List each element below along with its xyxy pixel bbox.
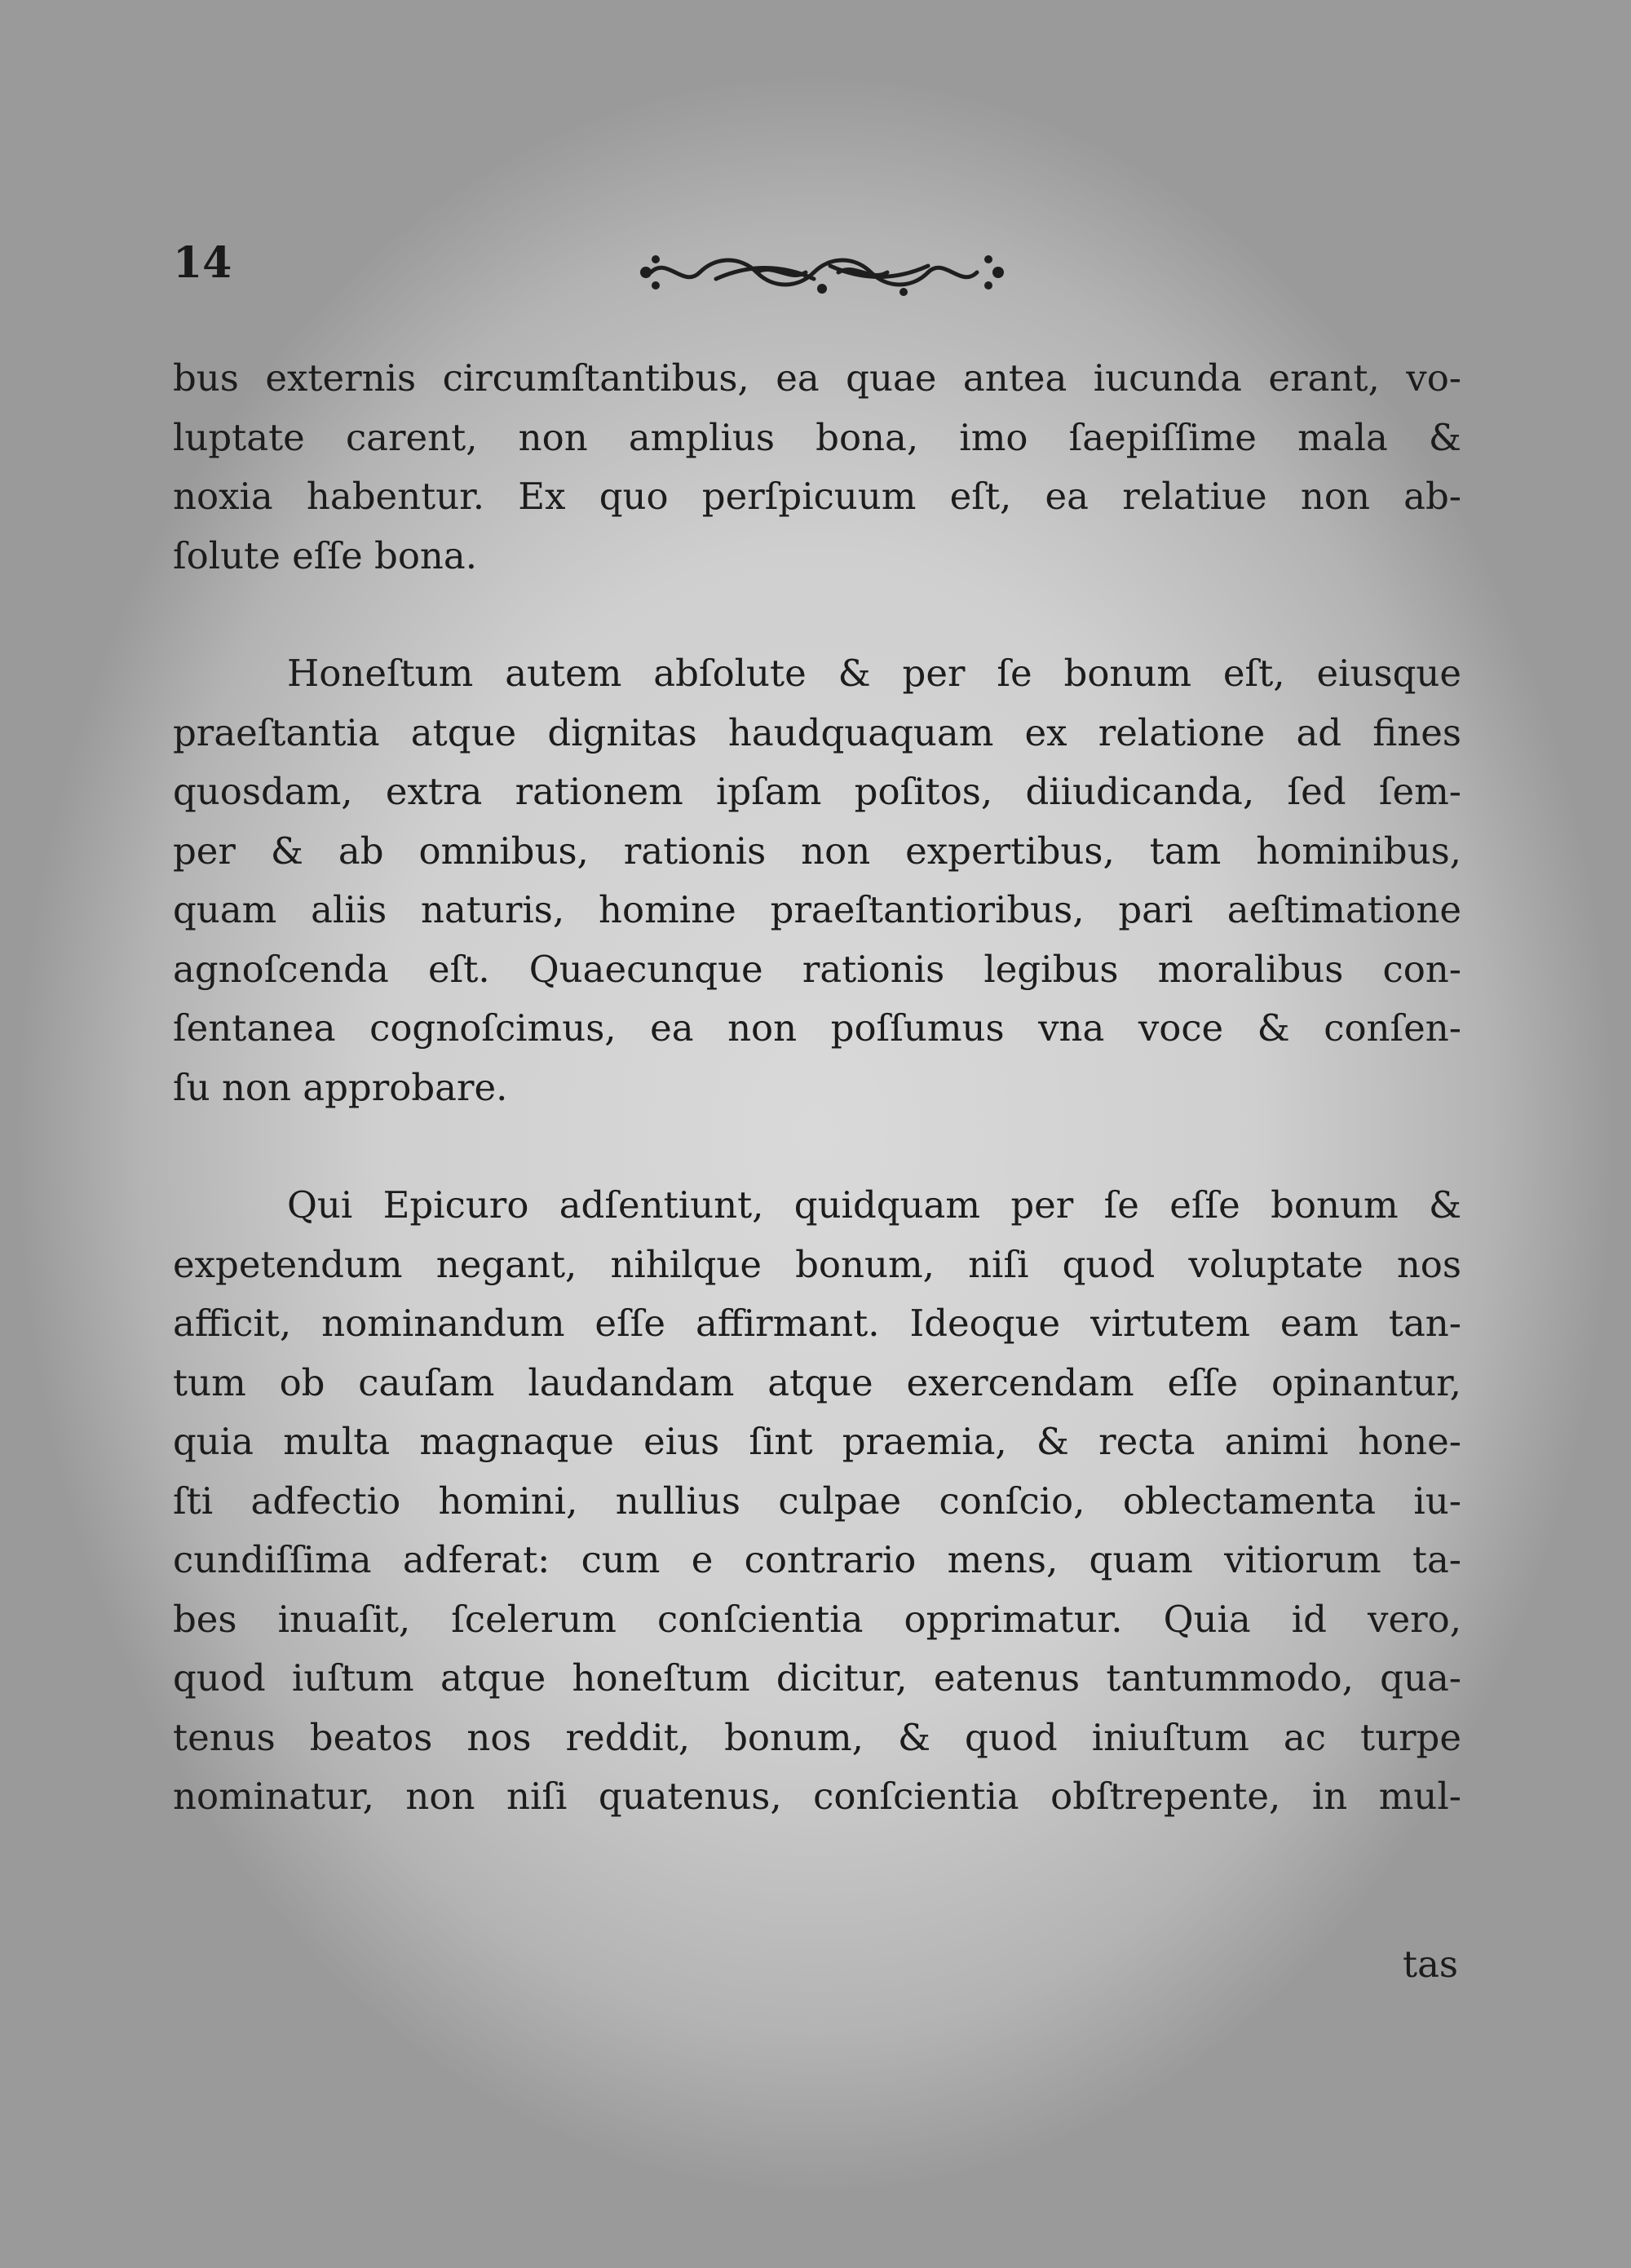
text-line: praeſtantia atque dignitas haudquaquam ex relatione ad fines bbox=[173, 710, 1461, 754]
text-line: expetendum negant, nihilque bonum, niſi quod voluptate nos bbox=[173, 1242, 1461, 1286]
text-line: bus externis circumſtantibus, ea quae antea iucunda erant, vo- bbox=[173, 356, 1461, 400]
paragraph-2 bbox=[173, 644, 1461, 1117]
text-line: quam aliis naturis, homine praeſtantioribus, pari aeſtimatione bbox=[173, 888, 1461, 931]
text-line: Qui Epicuro adſentiunt, quidquam per ſe eſſe bonum & bbox=[287, 1183, 1461, 1227]
page-number: 14 bbox=[173, 238, 232, 288]
body-text bbox=[173, 349, 1461, 1827]
text-line: quosdam, extra rationem ipſam poſitos, diiudicanda, ſed ſem- bbox=[173, 770, 1461, 813]
text-line: ſolute eſſe bona. bbox=[173, 533, 478, 577]
text-line: nominatur, non niſi quatenus, conſcientia obſtrepente, in mul- bbox=[173, 1775, 1461, 1818]
text-line: Honeſtum autem abſolute & per ſe bonum eſt, eiusque bbox=[287, 652, 1461, 695]
paragraph-gap bbox=[173, 1117, 1461, 1176]
text-line: ſti adfectio homini, nullius culpae conſcio, oblectamenta iu- bbox=[173, 1479, 1461, 1523]
text-line: tum ob cauſam laudandam atque exercendam eſſe opinantur, bbox=[173, 1360, 1461, 1404]
text-line: cundiſſima adferat: cum e contrario mens, quam vitiorum ta- bbox=[173, 1538, 1461, 1581]
ornament-headpiece-icon bbox=[634, 240, 1010, 305]
paragraph-gap bbox=[173, 586, 1461, 644]
text-line: per & ab omnibus, rationis non expertibus, tam hominibus, bbox=[173, 829, 1461, 873]
text-line: bes inuaſit, ſcelerum conſcientia opprimatur. Quia id vero, bbox=[173, 1597, 1461, 1641]
text-line: afficit, nominandum eſſe affirmant. Ideoque virtutem eam tan- bbox=[173, 1302, 1461, 1345]
text-line: ſentanea cognoſcimus, ea non poſſumus vna voce & conſen- bbox=[173, 1006, 1461, 1050]
text-line: ſu non approbare. bbox=[173, 1065, 508, 1109]
text-line: noxia habentur. Ex quo perſpicuum eſt, ea relatiue non ab- bbox=[173, 475, 1461, 518]
text-line: quod iuſtum atque honeſtum dicitur, eatenus tantummodo, qua- bbox=[173, 1656, 1461, 1700]
text-line: tenus beatos nos reddit, bonum, & quod iniuſtum ac turpe bbox=[173, 1715, 1461, 1759]
catchword: tas bbox=[1402, 1943, 1458, 1986]
text-line: quia multa magnaque eius ſint praemia, & recta animi hone- bbox=[173, 1420, 1461, 1463]
paragraph-1 bbox=[173, 349, 1461, 586]
paragraph-3 bbox=[173, 1176, 1461, 1827]
text-line: luptate carent, non amplius bona, imo ſaepiſſime mala & bbox=[173, 415, 1461, 459]
text-line: agnoſcenda eſt. Quaecunque rationis legibus moralibus con- bbox=[173, 947, 1461, 991]
